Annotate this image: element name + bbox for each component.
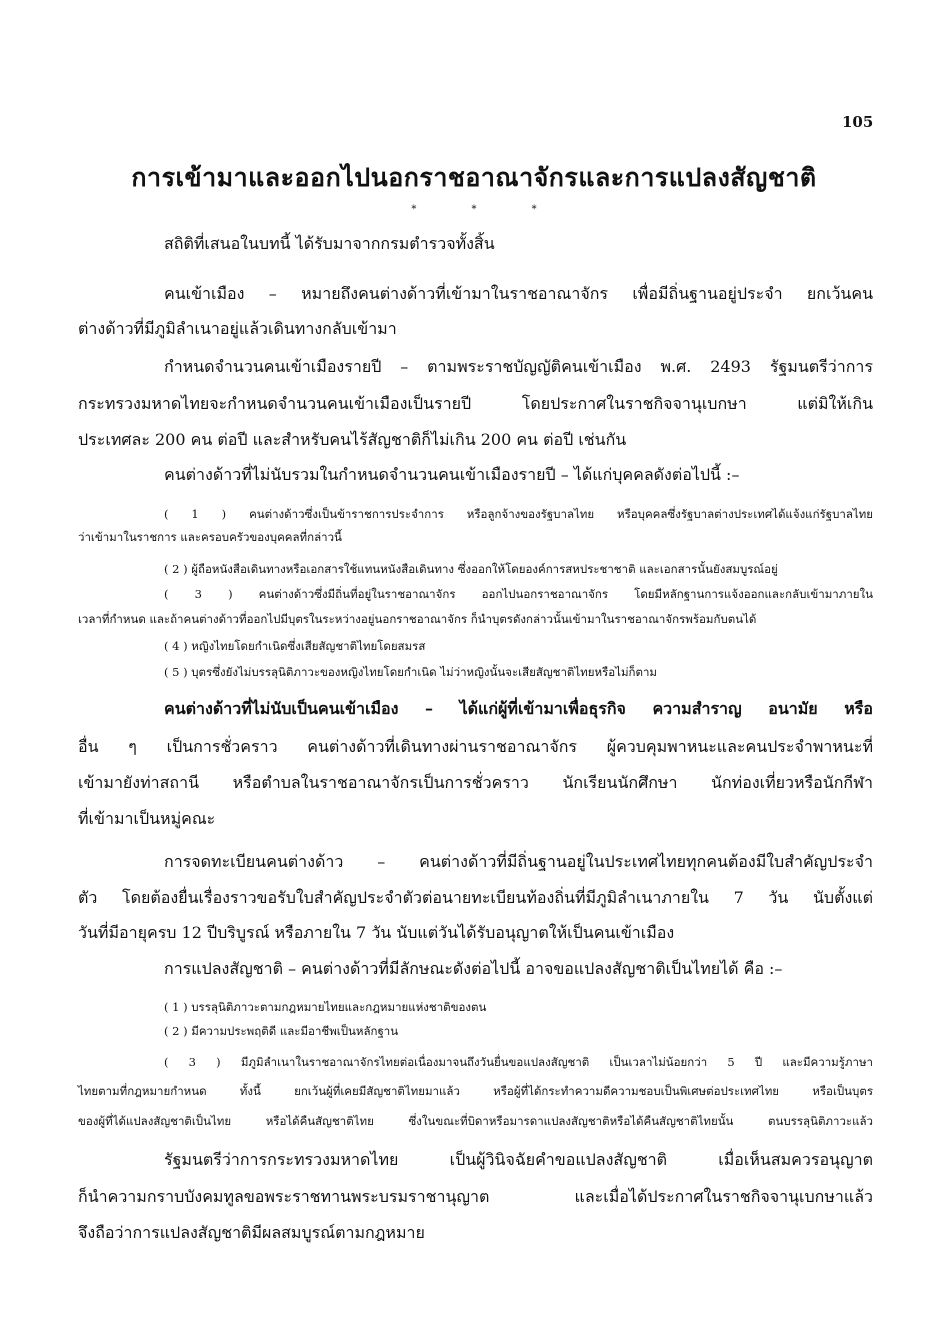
exempt-item-4: ( 4 ) หญิงไทยโดยกำเนิดซึ่งเสียสัญชาติไทยโดยสมรส: [164, 639, 426, 653]
exempt-item-5: ( 5 ) บุตรซึ่งยังไม่บรรลุนิติภาวะของหญิงไทยโดยกำเนิด ไม่ว่าหญิงนั้นจะเสียสัญชาติไทยหรือไม่ก็ตาม: [164, 665, 657, 679]
naturalization-heading: การแปลงสัญชาติ – คนต่างด้าวที่มีลักษณะดังต่อไปนี้ อาจขอแปลงสัญชาติเป็นไทยได้ คือ :–: [164, 959, 783, 978]
source-note: สถิติที่เสนอในบทนี้ ได้รับมาจากกรมตำรวจทั้งสิ้น: [164, 234, 495, 253]
immigrant-definition-line-1: คนเข้าเมือง – หมายถึงคนต่างด้าวที่เข้ามาในราชอาณาจักร เพื่อมีถิ่นฐานอยู่ประจำ ยกเว้นคน: [164, 284, 873, 303]
registration-line-2: ตัว โดยต้องยื่นเรื่องราวขอรับใบสำคัญประจำตัวต่อนายทะเบียนท้องถิ่นที่มีภูมิลำเนาภายใน 7 วัน นับตั้งแต่: [78, 888, 873, 907]
naturalization-item-3-line-2: ไทยตามที่กฎหมายกำหนด ทั้งนี้ ยกเว้นผู้ที่เคยมีสัญชาติไทยมาแล้ว หรือผู้ที่ได้กระทำความดีความชอบเป็นพิเศษต่อประเทศไทย หรือเป็นบุตร: [78, 1084, 873, 1098]
exempt-item-3-line-2: เวลาที่กำหนด และถ้าคนต่างด้าวที่ออกไปมีบุตรในระหว่างอยู่นอกราชอาณาจักร ก็นำบุตรดังกล่าวนั้นเข้ามาในราชอาณาจักรพร้อมกับตนได้: [78, 612, 757, 626]
quota-line-3: ประเทศละ 200 คน ต่อปี และสำหรับคนไร้สัญชาติก็ไม่เกิน 200 คน ต่อปี เช่นกัน: [78, 430, 627, 449]
naturalization-item-3-line-3: ของผู้ที่ได้แปลงสัญชาติเป็นไทย หรือได้คืนสัญชาติไทย ซึ่งในขณะที่บิดาหรือมารดาแปลงสัญชาติหรือได้คืนสัญชาติไทยนั้น ตนบรรลุนิติภาวะแล้ว: [78, 1114, 873, 1128]
registration-line-3: วันที่มีอายุครบ 12 ปีบริบูรณ์ หรือภายใน 7 วัน นับแต่วันได้รับอนุญาตให้เป็นคนเข้าเมือง: [78, 923, 675, 942]
naturalization-item-3-line-1: ( 3 ) มีภูมิลำเนาในราชอาณาจักรไทยต่อเนื่องมาจนถึงวันยื่นขอแปลงสัญชาติ เป็นเวลาไม่น้อยกว่า 5 ปี และมีความรู้ภาษา: [164, 1055, 873, 1069]
naturalization-item-1: ( 1 ) บรรลุนิติภาวะตามกฎหมายไทยและกฎหมายแห่งชาติของตน: [164, 1000, 487, 1014]
immigrant-definition-line-2: ต่างด้าวที่มีภูมิลำเนาอยู่แล้วเดินทางกลับเข้ามา: [78, 319, 397, 338]
minister-line-2: ก็นำความกราบบังคมทูลขอพระราชทานพระบรมราชานุญาต และเมื่อได้ประกาศในราชกิจจานุเบกษาแล้ว: [78, 1187, 873, 1206]
page-number: 105: [842, 113, 874, 131]
ornament-divider: * * *: [411, 204, 537, 215]
nonimmigrant-line-2: อื่น ๆ เป็นการชั่วคราว คนต่างด้าวที่เดินทางผ่านราชอาณาจักร ผู้ควบคุมพาหนะและคนประจำพาหนะที่: [78, 737, 873, 756]
minister-line-3: จึงถือว่าการแปลงสัญชาติมีผลสมบูรณ์ตามกฎหมาย: [78, 1223, 425, 1242]
minister-line-1: รัฐมนตรีว่าการกระทรวงมหาดไทย เป็นผู้วินิจฉัยคำขอแปลงสัญชาติ เมื่อเห็นสมควรอนุญาต: [164, 1150, 873, 1169]
exempt-item-1-line-1: ( 1 ) คนต่างด้าวซึ่งเป็นข้าราชการประจำการ หรือลูกจ้างของรัฐบาลไทย หรือบุคคลซึ่งรัฐบาลต่างประเทศได้แจ้งแก่รัฐบาลไทย: [164, 507, 873, 521]
nonimmigrant-line-3: เข้ามายังท่าสถานี หรือตำบลในราชอาณาจักรเป็นการชั่วคราว นักเรียนนักศึกษา นักท่องเที่ยวหรือนักกีฬา: [78, 773, 873, 792]
exempt-item-3-line-1: ( 3 ) คนต่างด้าวซึ่งมีถิ่นที่อยู่ในราชอาณาจักร ออกไปนอกราชอาณาจักร โดยมีหลักฐานการแจ้งออกและกลับเข้ามาภายใน: [164, 587, 873, 601]
exempt-heading: คนต่างด้าวที่ไม่นับรวมในกำหนดจำนวนคนเข้าเมืองรายปี – ได้แก่บุคคลดังต่อไปนี้ :–: [164, 465, 740, 484]
quota-line-2: กระทรวงมหาดไทยจะกำหนดจำนวนคนเข้าเมืองเป็นรายปี โดยประกาศในราชกิจจานุเบกษา แต่มิให้เกิน: [78, 394, 873, 413]
registration-line-1: การจดทะเบียนคนต่างด้าว – คนต่างด้าวที่มีถิ่นฐานอยู่ในประเทศไทยทุกคนต้องมีใบสำคัญประจำ: [164, 852, 873, 871]
naturalization-item-2: ( 2 ) มีความประพฤติดี และมีอาชีพเป็นหลักฐาน: [164, 1024, 399, 1038]
quota-line-1: กำหนดจำนวนคนเข้าเมืองรายปี – ตามพระราชบัญญัติคนเข้าเมือง พ.ศ. 2493 รัฐมนตรีว่าการ: [164, 357, 873, 376]
nonimmigrant-line-4: ที่เข้ามาเป็นหมู่คณะ: [78, 809, 216, 828]
exempt-item-1-line-2: ว่าเข้ามาในราชการ และครอบครัวของบุคคลที่กล่าวนี้: [78, 530, 342, 544]
exempt-item-2: ( 2 ) ผู้ถือหนังสือเดินทางหรือเอกสารใช้แทนหนังสือเดินทาง ซึ่งออกให้โดยองค์การสหประชาชาติ และเอกสารนั้นยังสมบูรณ์อยู่: [164, 562, 778, 576]
page-title: การเข้ามาและออกไปนอกราชอาณาจักรและการแปลงสัญชาติ: [131, 163, 817, 192]
nonimmigrant-line-1: คนต่างด้าวที่ไม่นับเป็นคนเข้าเมือง – ได้แก่ผู้ที่เข้ามาเพื่อธุรกิจ ความสำราญ อนามัย หรือ: [164, 699, 873, 718]
